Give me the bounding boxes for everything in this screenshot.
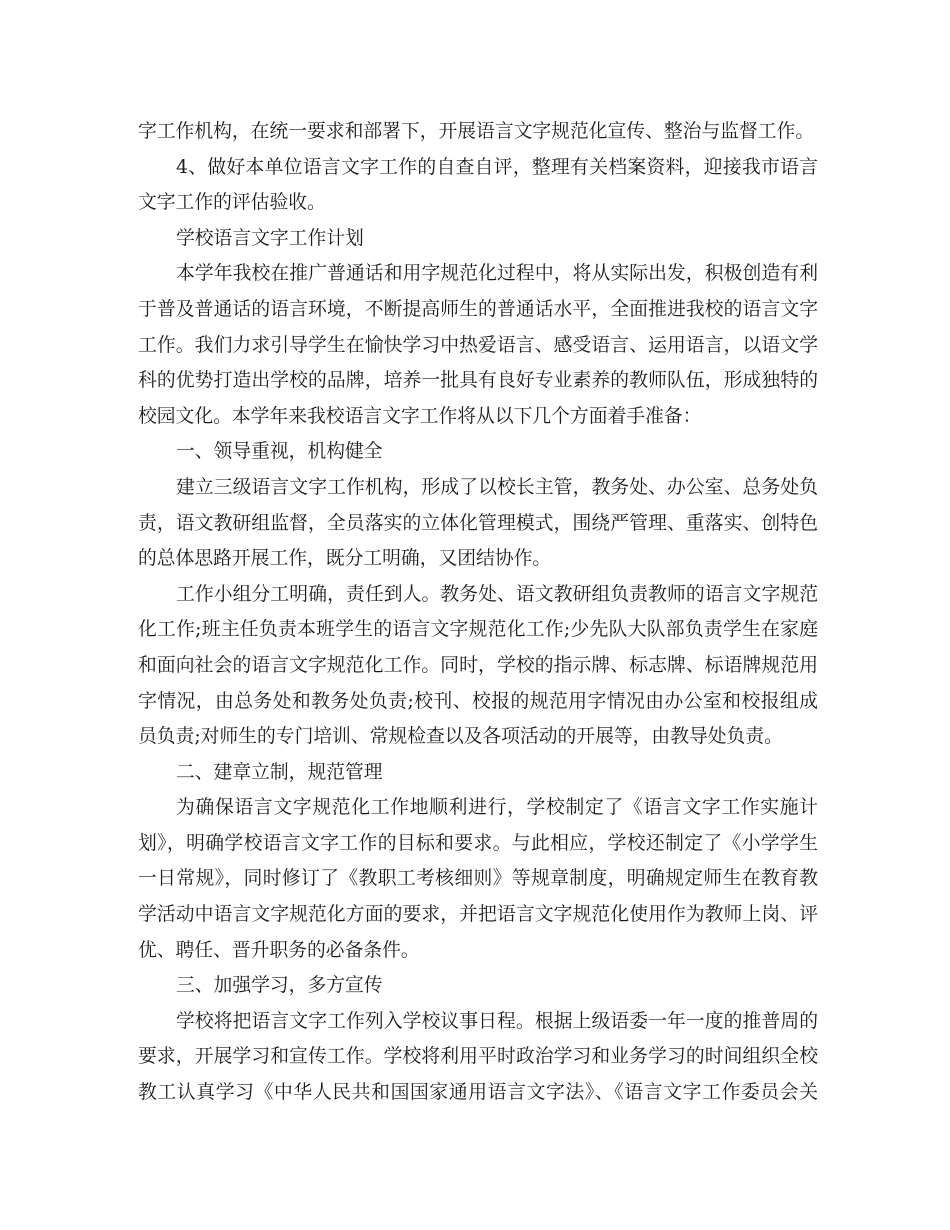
text-line: 学校将把语言文字工作列入学校议事日程。根据上级语委一年一度的推普周的	[176, 1010, 818, 1032]
text-line: 一、领导重视，机构健全	[176, 441, 383, 463]
text-line: 学校语言文字工作计划	[176, 227, 364, 249]
text-line: 员负责;对师生的专门培训、常规检查以及各项活动的开展等，由教导处负责。	[138, 726, 783, 748]
text-line: 优、聘任、晋升职务的必备条件。	[138, 939, 420, 961]
text-line: 工作。我们力求引导学生在愉快学习中热爱语言、感受语言、运用语言，以语文学	[138, 334, 818, 356]
text-line: 学活动中语言文字规范化方面的要求，并把语言文字规范化使用作为教师上岗、评	[138, 904, 818, 926]
text-line: 建立三级语言文字工作机构，形成了以校长主管，教务处、办公室、总务处负	[176, 476, 818, 498]
text-line: 文字工作的评估验收。	[138, 192, 326, 214]
text-line: 工作小组分工明确，责任到人。教务处、语文教研组负责教师的语言文字规范	[176, 583, 818, 605]
text-line: 划》，明确学校语言文字工作的目标和要求。与此相应，学校还制定了《小学学生	[138, 832, 818, 854]
text-line: 三、加强学习，多方宣传	[176, 975, 383, 997]
text-line: 4、做好本单位语言文字工作的自查自评，整理有关档案资料，迎接我市语言	[176, 156, 818, 178]
text-line: 字工作机构，在统一要求和部署下，开展语言文字规范化宣传、整治与监督工作。	[138, 121, 815, 142]
text-line: 教工认真学习《中华人民共和国国家通用语言文字法》、《语言文字工作委员会关	[138, 1082, 818, 1104]
text-line: 为确保语言文字规范化工作地顺利进行，学校制定了《语言文字工作实施计	[176, 797, 818, 819]
text-line: 于普及普通话的语言环境，不断提高师生的普通话水平，全面推进我校的语言文字	[138, 298, 818, 320]
text-line: 一日常规》，同时修订了《教职工考核细则》等规章制度，明确规定师生在教育教	[138, 868, 818, 890]
text-line: 科的优势打造出学校的品牌，培养一批具有良好专业素养的教师队伍，形成独特的	[138, 370, 818, 392]
text-line: 二、建章立制，规范管理	[176, 761, 383, 783]
text-line: 要求，开展学习和宣传工作。学校将利用平时政治学习和业务学习的时间组织全校	[138, 1046, 818, 1068]
document-page	[138, 114, 818, 1111]
text-line: 责，语文教研组监督，全员落实的立体化管理模式，围绕严管理、重落实、创特色	[138, 512, 818, 534]
text-line: 字情况，由总务处和教务处负责;校刊、校报的规范用字情况由办公室和校报组成	[138, 690, 818, 712]
text-line: 和面向社会的语言文字规范化工作。同时，学校的指示牌、标志牌、标语牌规范用	[138, 654, 818, 676]
text-line: 化工作;班主任负责本班学生的语言文字规范化工作;少先队大队部负责学生在家庭	[138, 619, 818, 641]
text-line: 本学年我校在推广普通话和用字规范化过程中，将从实际出发，积极创造有利	[176, 263, 818, 285]
text-line: 的总体思路开展工作，既分工明确，又团结协作。	[138, 548, 552, 570]
text-line: 校园文化。本学年来我校语言文字工作将从以下几个方面着手准备：	[138, 405, 702, 427]
